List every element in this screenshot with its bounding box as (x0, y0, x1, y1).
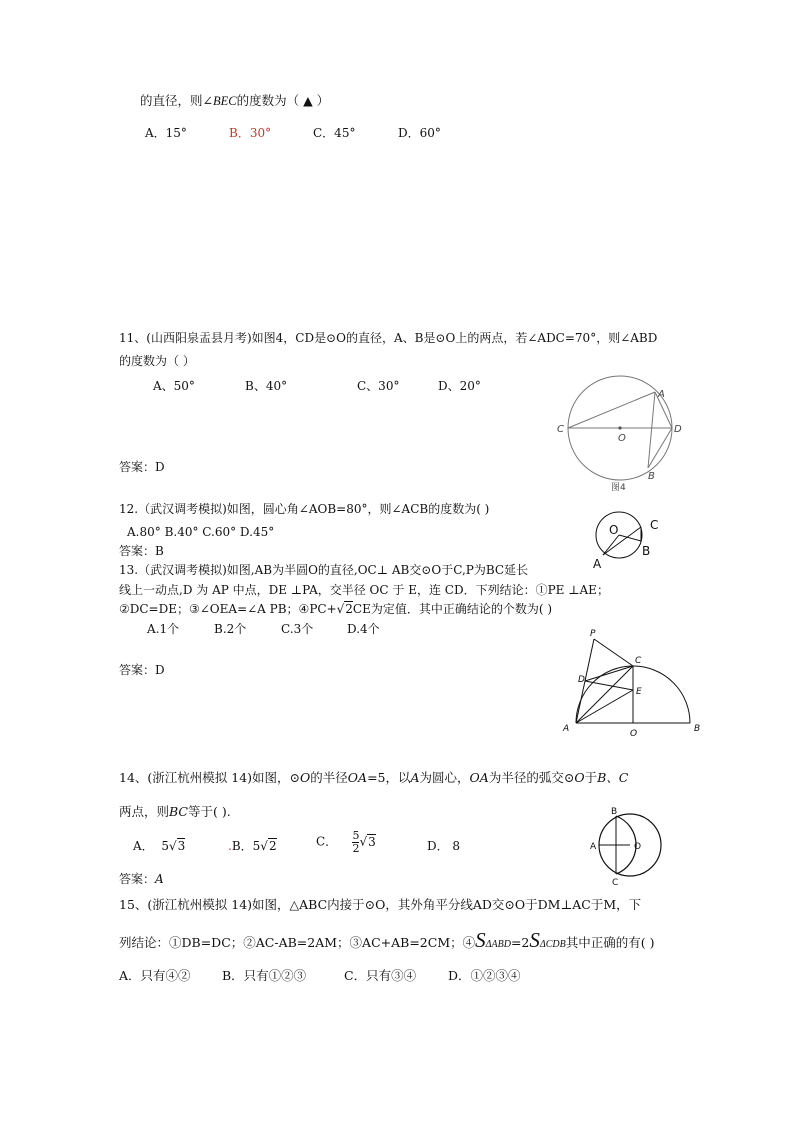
q13-stem-line3: ②DC=DE；③∠OEA=∠A PB；④PC+√2CE为定值．其中正确结论的个数为( ) (119, 602, 553, 616)
q15-option-c: C．只有③④ (344, 968, 417, 983)
q14-stem-line2: 两点，则BC等于( ). (119, 804, 231, 819)
q12-options: A.80° B.40° C.60° D.45° (127, 525, 275, 539)
figure-4-circle-diagram (555, 380, 695, 495)
q14-option-d: D． 8 (427, 839, 461, 853)
fig4-label-b: B (648, 471, 655, 482)
q12-stem: 12.（武汉调考模拟)如图，圆心角∠AOB=80°，则∠ACB的度数为( ) (119, 502, 490, 516)
q15-stem-line1: 15、(浙江杭州模拟 14)如图，△ABC内接于⊙O，其外角平分线AD交⊙O于DM⊥AC于M，下 (119, 897, 642, 912)
q11-option-b: B、40° (245, 379, 288, 393)
fig4-label-o: O (618, 433, 626, 444)
fig4-label-a: A (658, 389, 665, 400)
stray-dot: . (228, 839, 232, 853)
q13-answer: 答案：D (119, 663, 165, 677)
q14-stem-line1: 14、(浙江杭州模拟 14)如图，⊙O的半径OA=5，以A为圆心，OA为半径的弧交⊙O于B、C (119, 770, 629, 785)
q14-option-b: .B．5√2 (228, 839, 277, 853)
q14-label-a: A (590, 842, 597, 852)
q14-option-a: A． 5√3 (133, 839, 186, 853)
q10-option-d: D．60° (398, 126, 441, 140)
q11-stem-line1: 11、(山西阳泉盂县月考)如图4，CD是⊙O的直径，A、B是⊙O上的两点，若∠ADC=70°，则∠ABD (119, 331, 658, 345)
q11-stem-line2: 的度数为（ ） (119, 354, 195, 368)
q12-label-b: B (642, 544, 651, 558)
q11-answer: 答案：D (119, 460, 165, 474)
q12-circle-diagram (588, 505, 668, 575)
q13-label-c: C (635, 656, 642, 666)
q12-answer: 答案：B (119, 544, 164, 558)
fig4-label-c: C (557, 424, 564, 435)
q14-label-b: B (611, 807, 618, 817)
q10-option-b: B．30° (229, 126, 272, 140)
q13-stem-line1: 13.（武汉调考模拟)如图,AB为半圆O的直径,OC⊥ AB交⊙O于C,P为BC延长 (119, 563, 529, 577)
q13-label-e: E (636, 687, 642, 697)
q13-option-d: D.4个 (347, 622, 380, 636)
q10-option-a: A．15° (145, 126, 187, 140)
q13-semicircle-diagram (558, 630, 708, 740)
q10-stem: 的直径，则∠BEC的度数为（ ▲ ） (140, 93, 330, 108)
q13-label-b: B (694, 724, 701, 734)
q12-label-c: C (650, 518, 659, 532)
q14-answer: 答案：A (119, 872, 164, 886)
q15-option-d: D．①②③④ (448, 968, 521, 983)
q11-option-a: A、50° (153, 379, 195, 393)
q13-label-a: A (563, 724, 570, 734)
fig4-caption: 图4 (611, 483, 626, 493)
q13-stem-line2: 线上一动点,D 为 AP 中点，DE ⊥PA，交半径 OC 于 E，连 CD．下列结论：①PE ⊥AE； (119, 583, 609, 597)
q15-stem-line2: 列结论：①DB=DC；②AC-AB=2AM；③AC+AB=2CM；④SΔABD=2SΔCDB其中正确的有( ) (119, 928, 655, 952)
q13-label-o: O (630, 729, 638, 739)
q13-label-d: D (578, 675, 585, 685)
q14-two-circles-diagram (585, 800, 670, 890)
q13-option-b: B.2个 (214, 622, 247, 636)
q14-label-o: O (634, 842, 642, 852)
q11-option-d: D、20° (438, 379, 481, 393)
q13-label-p: P (590, 629, 596, 639)
fig4-label-d: D (674, 424, 682, 435)
sqrt-symbol: √ (336, 602, 345, 616)
q12-label-o: O (609, 523, 619, 537)
q10-option-c: C．45° (313, 126, 356, 140)
sqrt-radicand: 2 (345, 602, 353, 616)
q15-option-a: A．只有④② (119, 968, 191, 983)
q13-option-a: A.1个 (147, 622, 180, 636)
fraction-5-over-2: $\frac{5}{2}$ (352, 829, 360, 855)
angle-name: BEC (212, 94, 237, 108)
q14-label-c: C (612, 878, 619, 888)
q14-option-c: C． $\frac{5}{2}$ √3 (316, 829, 376, 855)
q11-option-c: C、30° (357, 379, 400, 393)
q12-label-a: A (593, 557, 602, 571)
q13-option-c: C.3个 (281, 622, 314, 636)
q15-option-b: B．只有①②③ (222, 968, 307, 983)
